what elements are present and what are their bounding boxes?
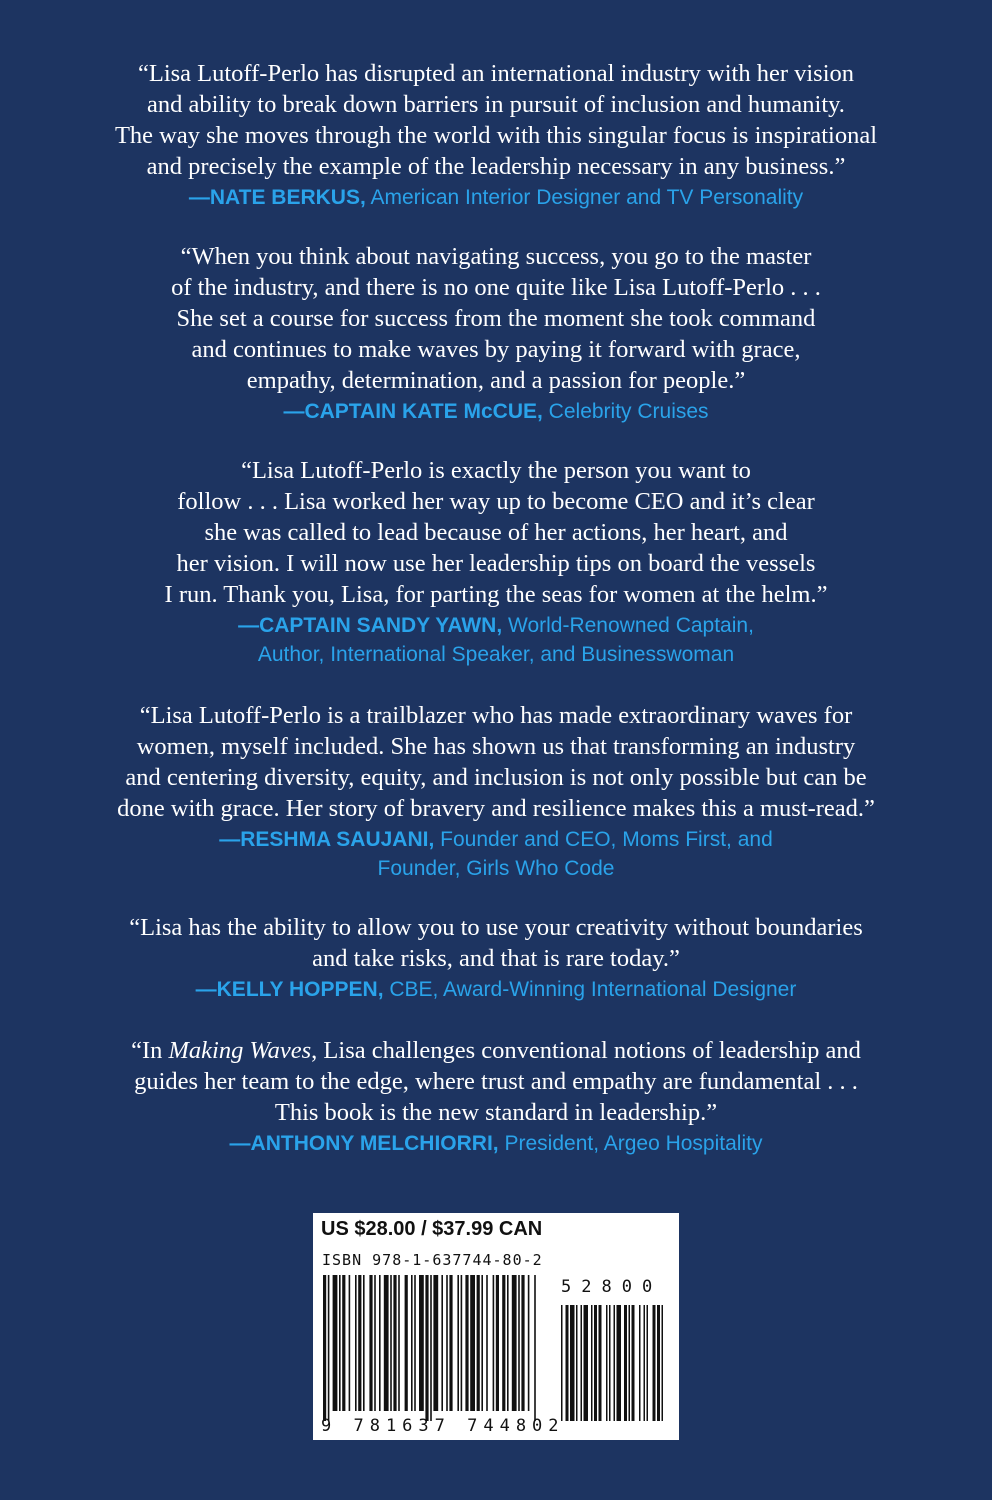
barcode-bar <box>369 1275 372 1411</box>
barcode-bar <box>414 1275 416 1411</box>
barcode-bar <box>470 1275 475 1411</box>
barcode-bar <box>411 1275 413 1411</box>
attribution-title: American Interior Designer and TV Personality <box>365 186 804 209</box>
attribution <box>40 183 952 212</box>
barcode-panel <box>313 1213 679 1440</box>
barcode-bar <box>507 1275 509 1411</box>
attribution-name: —NATE BERKUS, <box>188 186 366 209</box>
attribution-name: —CAPTAIN SANDY YAWN, <box>238 614 503 637</box>
attribution <box>40 397 952 426</box>
barcode-bar <box>355 1275 357 1411</box>
quote-text: “When you think about navigating success, you go to the master of the industry, and there is no one quite like Lisa Lutoff-Perlo . . . She set a course for success from the moment she took command and continues to make waves by paying it forward with grace, empathy, determination, and a passion for people.” <box>171 243 821 394</box>
blurb-kelly-hoppen <box>40 912 952 1004</box>
barcode-bar <box>486 1275 488 1411</box>
barcode-bar <box>477 1275 480 1411</box>
quote-text: “Lisa Lutoff-Perlo is exactly the person you want to follow . . . Lisa worked her way up to become CEO and it’s clear she was called to lead because of her actions, her heart, and her vision. I will now use her leadership tips on board the vessels I run. Thank you, Lisa, for parting the seas for women at the helm.” <box>164 457 828 608</box>
barcode-bar <box>393 1275 396 1411</box>
addon-bar <box>647 1305 649 1421</box>
addon-bar <box>624 1305 627 1421</box>
quote-text: “Lisa Lutoff-Perlo has disrupted an international industry with her vision and ability to break down barriers in pursuit of inclusion and humanity. The way she moves through the world with this singular focus is inspirational and precisely the example of the leadership necessary in any business.” <box>114 60 878 180</box>
attribution-title: Founder and CEO, Moms First, and Founder, Girls Who Code <box>377 828 773 880</box>
addon-bar <box>629 1305 631 1421</box>
attribution-name: —KELLY HOPPEN, <box>195 978 384 1001</box>
barcode-bar <box>502 1275 505 1411</box>
barcode-bar <box>374 1275 376 1411</box>
barcode-bar <box>398 1275 400 1411</box>
attribution-name: —RESHMA SAUJANI, <box>219 828 435 851</box>
barcode-bar <box>528 1275 530 1411</box>
addon-bar <box>591 1305 593 1421</box>
barcode-bar <box>449 1275 452 1411</box>
barcode-bars <box>321 1275 671 1425</box>
barcode-bar <box>328 1275 330 1421</box>
barcode-bar <box>481 1275 483 1411</box>
barcode-bar <box>379 1275 381 1411</box>
blurb-reshma-saujani <box>40 700 952 883</box>
addon-bar <box>662 1305 664 1421</box>
attribution-title: World-Renowned Captain, Author, International Speaker, and Businesswoman <box>257 614 754 666</box>
barcode-bar <box>342 1275 345 1411</box>
barcode-bar <box>419 1275 424 1411</box>
barcode-bar <box>521 1275 524 1411</box>
book-title: Making Waves <box>168 1037 312 1064</box>
addon-bar <box>581 1305 583 1421</box>
addon-bar <box>617 1305 622 1421</box>
barcode-bar <box>358 1275 361 1411</box>
blurb-anthony-melchiorri <box>40 1035 952 1158</box>
addon-bar <box>599 1305 602 1421</box>
attribution-title: President, Argeo Hospitality <box>498 1132 763 1155</box>
addon-bar <box>614 1305 616 1421</box>
addon-bar <box>561 1305 563 1421</box>
barcode-bar <box>441 1275 443 1411</box>
blurb-nate-berkus <box>40 58 952 212</box>
barcode-bar <box>390 1275 392 1411</box>
barcode-bar <box>430 1275 432 1421</box>
barcode-bar <box>446 1275 448 1411</box>
barcode-bar <box>405 1275 408 1411</box>
attribution <box>40 611 952 669</box>
addon-bar <box>566 1305 569 1421</box>
barcode-bar <box>465 1275 468 1411</box>
attribution <box>40 825 952 883</box>
quote-text: “Lisa has the ability to allow you to use your creativity without boundaries and take risks, and that is rare today.” <box>129 914 863 972</box>
attribution <box>40 975 952 1004</box>
blurb-sandy-yawn <box>40 455 952 669</box>
barcode-bar <box>333 1275 338 1411</box>
price-label: US $28.00 / $37.99 CAN <box>321 1218 543 1240</box>
barcode-bar <box>349 1275 351 1411</box>
quote-text: “Lisa Lutoff-Perlo is a trailblazer who has made extraordinary waves for women, myself included. She has shown us that transforming an industry and centering diversity, equity, and inclusion is not only possible but can be done with grace. Her story of bravery and resilience makes this a must-read.” <box>117 702 875 822</box>
barcode-bar <box>518 1275 520 1411</box>
quote-text-pre: “In <box>131 1037 169 1064</box>
barcode-bar <box>493 1275 495 1411</box>
quote-text <box>40 1035 952 1128</box>
attribution-name: —CAPTAIN KATE McCUE, <box>283 400 543 423</box>
barcode-bar <box>457 1275 459 1411</box>
barcode-bar <box>496 1275 499 1411</box>
addon-digits: 52800 <box>561 1277 663 1297</box>
quote-text-post: , Lisa challenges conventional notions of leadership and guides her team to the edge, where trust and empathy are fundamental . . . This book is the new standard in leadership.” <box>134 1037 861 1126</box>
addon-bar <box>584 1305 589 1421</box>
barcode-bar <box>433 1275 438 1411</box>
addon-bar <box>606 1305 608 1421</box>
attribution <box>40 1129 952 1158</box>
addon-bar <box>576 1305 578 1421</box>
attribution-title: Celebrity Cruises <box>542 400 709 423</box>
addon-bar <box>644 1305 646 1421</box>
barcode-bar <box>534 1275 536 1421</box>
barcode-bar <box>461 1275 463 1411</box>
addon-bar <box>657 1305 660 1421</box>
barcode-bar <box>384 1275 389 1411</box>
attribution-title: CBE, Award-Winning International Designer <box>383 978 797 1001</box>
attribution-name: —ANTHONY MELCHIORRI, <box>229 1132 499 1155</box>
barcode-bar <box>323 1275 326 1421</box>
addon-bar <box>609 1305 611 1421</box>
addon-bar <box>570 1305 575 1421</box>
barcode-bar <box>339 1275 341 1411</box>
barcode-bar <box>363 1275 365 1411</box>
blurb-kate-mccue <box>40 241 952 426</box>
addon-bar <box>594 1305 597 1421</box>
addon-bar <box>653 1305 656 1421</box>
addon-bar <box>639 1305 641 1421</box>
isbn-label: ISBN 978-1-637744-80-2 <box>322 1251 543 1269</box>
addon-bar <box>632 1305 635 1421</box>
barcode-bar <box>425 1275 428 1421</box>
barcode-bar <box>512 1275 517 1411</box>
ean-digits: 9 781637 744802 <box>321 1416 565 1436</box>
